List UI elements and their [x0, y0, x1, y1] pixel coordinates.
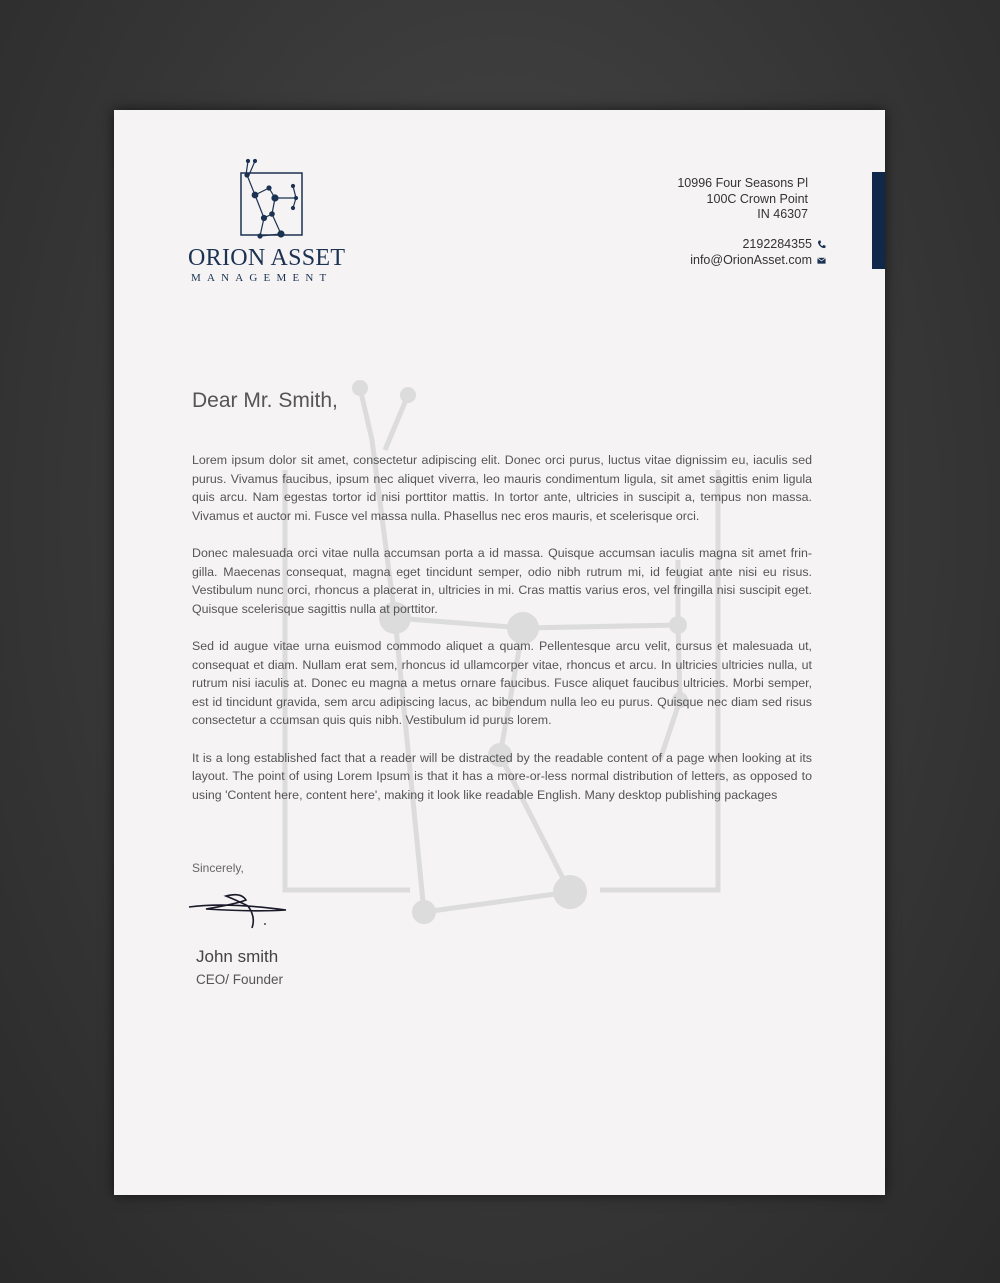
letter-paragraph: It is a long established fact that a reader will be distracted by the readable content of a page when looking at its layout. The point of using Lorem Ipsum is that it has a more-or-less normal distribution of letters, as opposed to using 'Content here, content here', making it look like readable English. Many desktop publishing packages [192, 750, 812, 802]
handwritten-signature [186, 882, 296, 932]
letter-paragraph: Sed id augue vitae urna euismod commodo aliquet a quam. Pellentesque arcu velit, cursus et malesuada ut, consequat et diam. Nullam erat sem, rhoncus id ullamcorper vitae, rhoncus et arcu. In ultricies ultricies nulla, ut rutrum nisi iaculis at. Donec eu magna a metus ornare faucibus. Fusce aliquet faucibus ultricies. Morbi semper, est id tincidunt gravida, sem arcu adipiscing lacus, ac bibendum nulla leo eu purus. Quisque nec diam sed risus consectetur a ccumsan quis quis nibh. Vestibulum id purus lorem. [192, 638, 812, 728]
email-address: info@OrionAsset.com [690, 252, 812, 267]
phone-number: 2192284355 [742, 237, 812, 251]
letter-paragraph: Lorem ipsum dolor sit amet, consectetur adipiscing elit. Donec orci purus, luctus vitae dignissim eu, iaculis sed purus. Vivamus faucibus, ipsum nec aliquet viverra, leo mauris condimentum ligula, sit amet sagittis enim ligula quis arcu. Nam egestas tortor id nisi porttitor mattis. In tortor ante, ultricies in suscipit a, tempus non massa. Vivamus et auctor mi. Fusce vel massa nulla. Phasellus nec eros mauris, et scelerisque orci. [192, 453, 812, 523]
contact-info [690, 237, 826, 268]
address-line-1: 10996 Four Seasons Pl [677, 176, 808, 190]
address-line-3: IN 46307 [757, 207, 808, 221]
signer-title: CEO/ Founder [196, 972, 284, 987]
company-address [677, 176, 808, 223]
letter-greeting: Dear Mr. Smith, [192, 389, 338, 412]
company-subtitle: MANAGEMENT [191, 272, 333, 284]
company-name: ORION ASSET [188, 245, 346, 271]
address-line-2: 100C Crown Point [706, 191, 808, 206]
letter-closing: Sincerely, [192, 861, 244, 875]
letter-paragraph: Donec malesuada orci vitae nulla accumsan porta a id massa. Quisque accumsan iaculis magna sit amet fringilla. Maecenas consequat, magna eget tincidunt semper, odio nibh rutrum mi, id feugiat ante nisi eu risus. Vestibulum nunc orci, rhoncus a placerat in, ultricies in mi. Cras mattis varius eros, vel fringilla nisi suscipit eget. Quisque scelerisque sagittis nulla at porttitor. [192, 545, 812, 616]
phone-icon [817, 240, 826, 249]
signer-name: John smith [196, 947, 279, 966]
orion-logo-icon [188, 158, 358, 248]
envelope-icon [817, 256, 826, 265]
letter-body [192, 451, 812, 823]
